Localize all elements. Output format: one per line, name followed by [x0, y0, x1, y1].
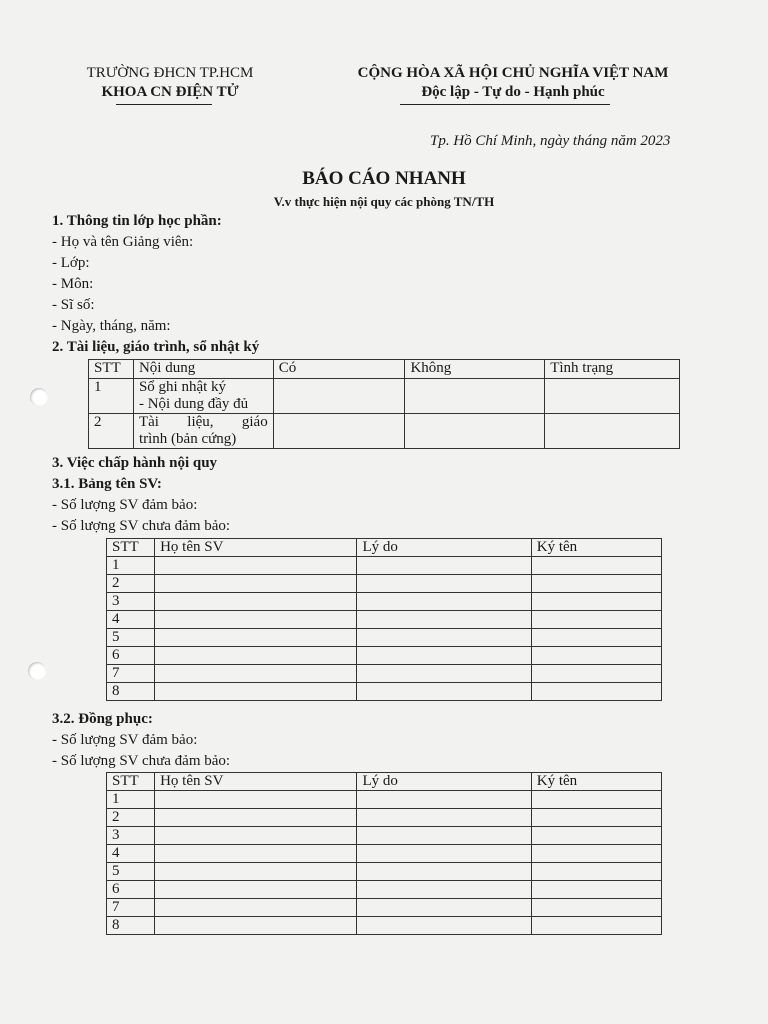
punch-hole-decoration: [28, 662, 46, 680]
row-content: [133, 379, 273, 414]
field-size: - Sĩ số:: [52, 297, 95, 313]
row-stt: 2: [107, 809, 155, 827]
col-header-stt: STT: [89, 360, 134, 379]
row-stt: 3: [107, 827, 155, 845]
cell-student-name[interactable]: [155, 845, 357, 863]
section1-heading: 1. Thông tin lớp học phần:: [52, 213, 222, 229]
cell-reason[interactable]: [357, 845, 531, 863]
row-stt: 1: [107, 791, 155, 809]
motto: Độc lập - Tự do - Hạnh phúc: [421, 84, 605, 100]
cell-yes[interactable]: [273, 414, 405, 449]
cell-status[interactable]: [545, 414, 680, 449]
table-row: [107, 647, 662, 665]
cell-student-name[interactable]: [155, 575, 357, 593]
section2-heading: 2. Tài liệu, giáo trình, sổ nhật ký: [52, 339, 260, 355]
cell-student-name[interactable]: [155, 557, 357, 575]
cell-student-name[interactable]: [155, 647, 357, 665]
table-row: [107, 593, 662, 611]
cell-reason[interactable]: [357, 629, 531, 647]
materials-table: [88, 359, 680, 449]
col-header-no: Không: [405, 360, 545, 379]
row-stt: 4: [107, 611, 155, 629]
date-line: Tp. Hồ Chí Minh, ngày tháng năm 2023: [430, 133, 671, 149]
cell-reason[interactable]: [357, 863, 531, 881]
faculty-underline: [116, 104, 212, 105]
cell-reason[interactable]: [357, 593, 531, 611]
row-stt: 2: [89, 414, 134, 449]
nation-name: CỘNG HÒA XÃ HỘI CHỦ NGHĨA VIỆT NAM: [357, 65, 669, 81]
cell-signature[interactable]: [531, 791, 661, 809]
cell-no[interactable]: [405, 414, 545, 449]
cell-reason[interactable]: [357, 881, 531, 899]
badge-students-table: [106, 538, 662, 701]
cell-signature[interactable]: [531, 611, 661, 629]
uniform-header-row: [107, 773, 662, 791]
col-header-yes: Có: [273, 360, 405, 379]
cell-reason[interactable]: [357, 557, 531, 575]
cell-reason[interactable]: [357, 647, 531, 665]
col-header-student-name: Họ tên SV: [155, 773, 357, 791]
section3-1-heading: 3.1. Bảng tên SV:: [52, 476, 162, 492]
table-row: [107, 827, 662, 845]
cell-signature[interactable]: [531, 629, 661, 647]
col-header-signature: Ký tên: [531, 539, 661, 557]
table-row: [107, 845, 662, 863]
cell-signature[interactable]: [531, 647, 661, 665]
row-stt: 6: [107, 881, 155, 899]
punch-hole-decoration: [30, 388, 48, 406]
uniform-not-ok-count: - Số lượng SV chưa đảm bảo:: [52, 753, 231, 769]
row-stt: 5: [107, 863, 155, 881]
col-header-reason: Lý do: [357, 773, 531, 791]
col-header-reason: Lý do: [357, 539, 531, 557]
badge-ok-count: - Số lượng SV đảm bảo:: [52, 497, 198, 513]
cell-student-name[interactable]: [155, 665, 357, 683]
table-row: [107, 611, 662, 629]
table-row: [107, 899, 662, 917]
cell-reason[interactable]: [357, 827, 531, 845]
cell-student-name[interactable]: [155, 629, 357, 647]
section3-heading: 3. Việc chấp hành nội quy: [52, 455, 218, 471]
cell-reason[interactable]: [357, 665, 531, 683]
cell-student-name[interactable]: [155, 791, 357, 809]
table-row: [107, 917, 662, 935]
table-row: [89, 414, 680, 449]
row-stt: 6: [107, 647, 155, 665]
table-row: [107, 665, 662, 683]
field-lecturer: - Họ và tên Giảng viên:: [52, 234, 194, 250]
cell-signature[interactable]: [531, 683, 661, 701]
cell-signature[interactable]: [531, 881, 661, 899]
row-content-line1: Tài liệu, giáo: [138, 414, 268, 430]
cell-signature[interactable]: [531, 917, 661, 935]
motto-underline: [400, 104, 610, 105]
row-stt: 1: [89, 379, 134, 414]
table-row: [89, 379, 680, 414]
field-subject: - Môn:: [52, 276, 94, 292]
cell-student-name[interactable]: [155, 683, 357, 701]
row-content-line2: - Nội dung đầy đủ: [138, 396, 249, 412]
badge-header-row: [107, 539, 662, 557]
row-stt: 8: [107, 683, 155, 701]
row-content: [133, 414, 273, 449]
cell-signature[interactable]: [531, 557, 661, 575]
cell-signature[interactable]: [531, 575, 661, 593]
cell-status[interactable]: [545, 379, 680, 414]
col-header-stt: STT: [107, 773, 155, 791]
field-date: - Ngày, tháng, năm:: [52, 318, 171, 334]
row-stt: 7: [107, 665, 155, 683]
cell-no[interactable]: [405, 379, 545, 414]
cell-signature[interactable]: [531, 899, 661, 917]
row-stt: 1: [107, 557, 155, 575]
cell-reason[interactable]: [357, 683, 531, 701]
col-header-stt: STT: [107, 539, 155, 557]
cell-signature[interactable]: [531, 665, 661, 683]
cell-student-name[interactable]: [155, 593, 357, 611]
cell-student-name[interactable]: [155, 611, 357, 629]
cell-reason[interactable]: [357, 809, 531, 827]
school-name: TRƯỜNG ĐHCN TP.HCM: [86, 65, 254, 81]
cell-reason[interactable]: [357, 575, 531, 593]
row-stt: 7: [107, 899, 155, 917]
col-header-content: Nội dung: [133, 360, 273, 379]
cell-student-name[interactable]: [155, 827, 357, 845]
cell-student-name[interactable]: [155, 899, 357, 917]
materials-header-row: [89, 360, 680, 379]
cell-yes[interactable]: [273, 379, 405, 414]
report-subtitle: V.v thực hiện nội quy các phòng TN/TH: [273, 194, 495, 209]
table-row: [107, 809, 662, 827]
cell-reason[interactable]: [357, 899, 531, 917]
field-class: - Lớp:: [52, 255, 90, 271]
cell-student-name[interactable]: [155, 863, 357, 881]
col-header-status: Tình trạng: [545, 360, 680, 379]
section3-2-heading: 3.2. Đồng phục:: [52, 711, 153, 727]
row-stt: 4: [107, 845, 155, 863]
table-row: [107, 791, 662, 809]
row-stt: 5: [107, 629, 155, 647]
cell-signature[interactable]: [531, 809, 661, 827]
row-content-line1: Sổ ghi nhật ký: [138, 379, 227, 395]
table-row: [107, 575, 662, 593]
table-row: [107, 557, 662, 575]
row-stt: 3: [107, 593, 155, 611]
cell-reason[interactable]: [357, 917, 531, 935]
row-stt: 8: [107, 917, 155, 935]
table-row: [107, 629, 662, 647]
report-title: BÁO CÁO NHANH: [302, 168, 466, 189]
row-content-line2: trình (bản cứng): [138, 431, 237, 447]
cell-signature[interactable]: [531, 845, 661, 863]
cell-signature[interactable]: [531, 863, 661, 881]
table-row: [107, 881, 662, 899]
badge-not-ok-count: - Số lượng SV chưa đảm bảo:: [52, 518, 231, 534]
uniform-students-table: [106, 772, 662, 935]
cell-student-name[interactable]: [155, 917, 357, 935]
cell-reason[interactable]: [357, 791, 531, 809]
cell-student-name[interactable]: [155, 881, 357, 899]
faculty-name: KHOA CN ĐIỆN TỬ: [101, 84, 239, 100]
col-header-signature: Ký tên: [531, 773, 661, 791]
table-row: [107, 863, 662, 881]
cell-student-name[interactable]: [155, 809, 357, 827]
table-row: [107, 683, 662, 701]
cell-signature[interactable]: [531, 593, 661, 611]
uniform-ok-count: - Số lượng SV đảm bảo:: [52, 732, 198, 748]
cell-reason[interactable]: [357, 611, 531, 629]
cell-signature[interactable]: [531, 827, 661, 845]
row-stt: 2: [107, 575, 155, 593]
col-header-student-name: Họ tên SV: [155, 539, 357, 557]
